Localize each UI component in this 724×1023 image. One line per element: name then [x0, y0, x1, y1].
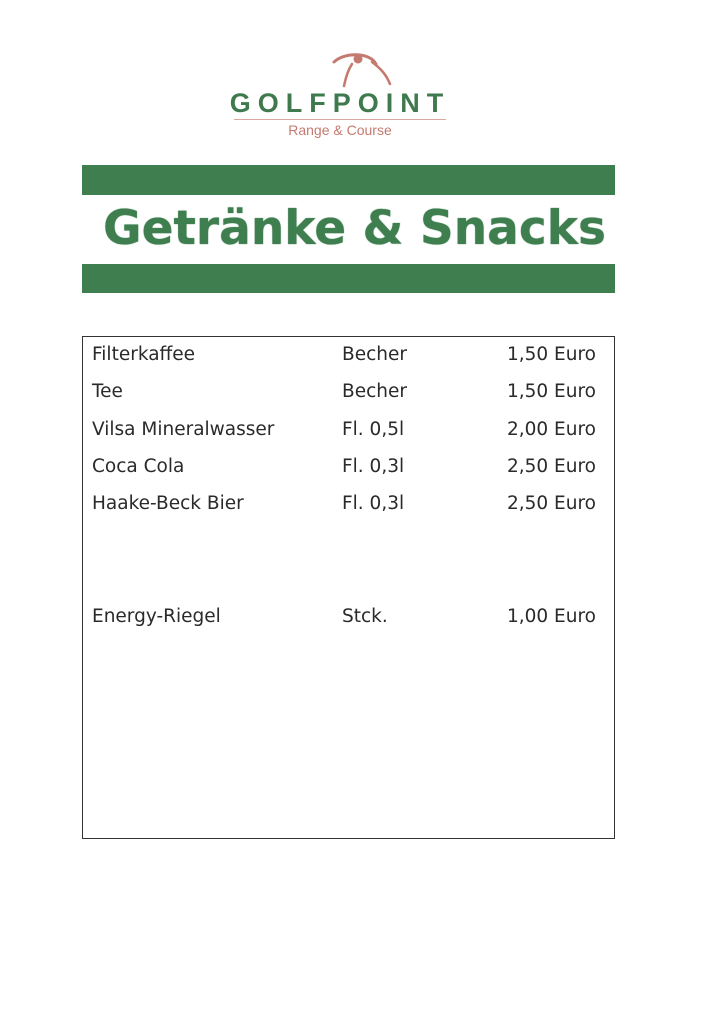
- item-unit: Fl. 0,5l: [342, 419, 405, 440]
- price-list: [82, 336, 615, 839]
- item-price: 2,50 Euro: [506, 493, 596, 514]
- item-unit: Fl. 0,3l: [342, 493, 405, 514]
- menu-row: [83, 381, 614, 411]
- item-unit: Becher: [342, 381, 407, 402]
- item-price: 1,00 Euro: [506, 606, 596, 627]
- logo-tagline: Range & Course: [288, 122, 392, 138]
- item-price: 2,50 Euro: [506, 456, 596, 477]
- header-band-bottom: [82, 264, 615, 293]
- item-name: Filterkaffee: [92, 344, 196, 365]
- item-unit: Stck.: [342, 606, 388, 627]
- menu-row: [83, 344, 614, 374]
- menu-row: [83, 419, 614, 449]
- menu-row: [83, 493, 614, 523]
- menu-row: [83, 456, 614, 486]
- item-name: Vilsa Mineralwasser: [92, 419, 275, 440]
- item-price: 1,50 Euro: [506, 344, 596, 365]
- logo-wordmark: GOLFPOINT: [229, 88, 451, 118]
- logo-divider: [234, 119, 446, 120]
- item-price: 1,50 Euro: [506, 381, 596, 402]
- item-price: 2,00 Euro: [506, 419, 596, 440]
- menu-row: [83, 606, 614, 636]
- item-name: Tee: [92, 381, 123, 402]
- page-title: Getränke & Snacks: [103, 201, 606, 256]
- item-name: Energy-Riegel: [92, 606, 221, 627]
- item-name: Haake-Beck Bier: [92, 493, 244, 514]
- item-name: Coca Cola: [92, 456, 185, 477]
- item-unit: Fl. 0,3l: [342, 456, 405, 477]
- header-band-top: [82, 165, 615, 195]
- golfpoint-logo: [220, 50, 460, 145]
- item-unit: Becher: [342, 344, 407, 365]
